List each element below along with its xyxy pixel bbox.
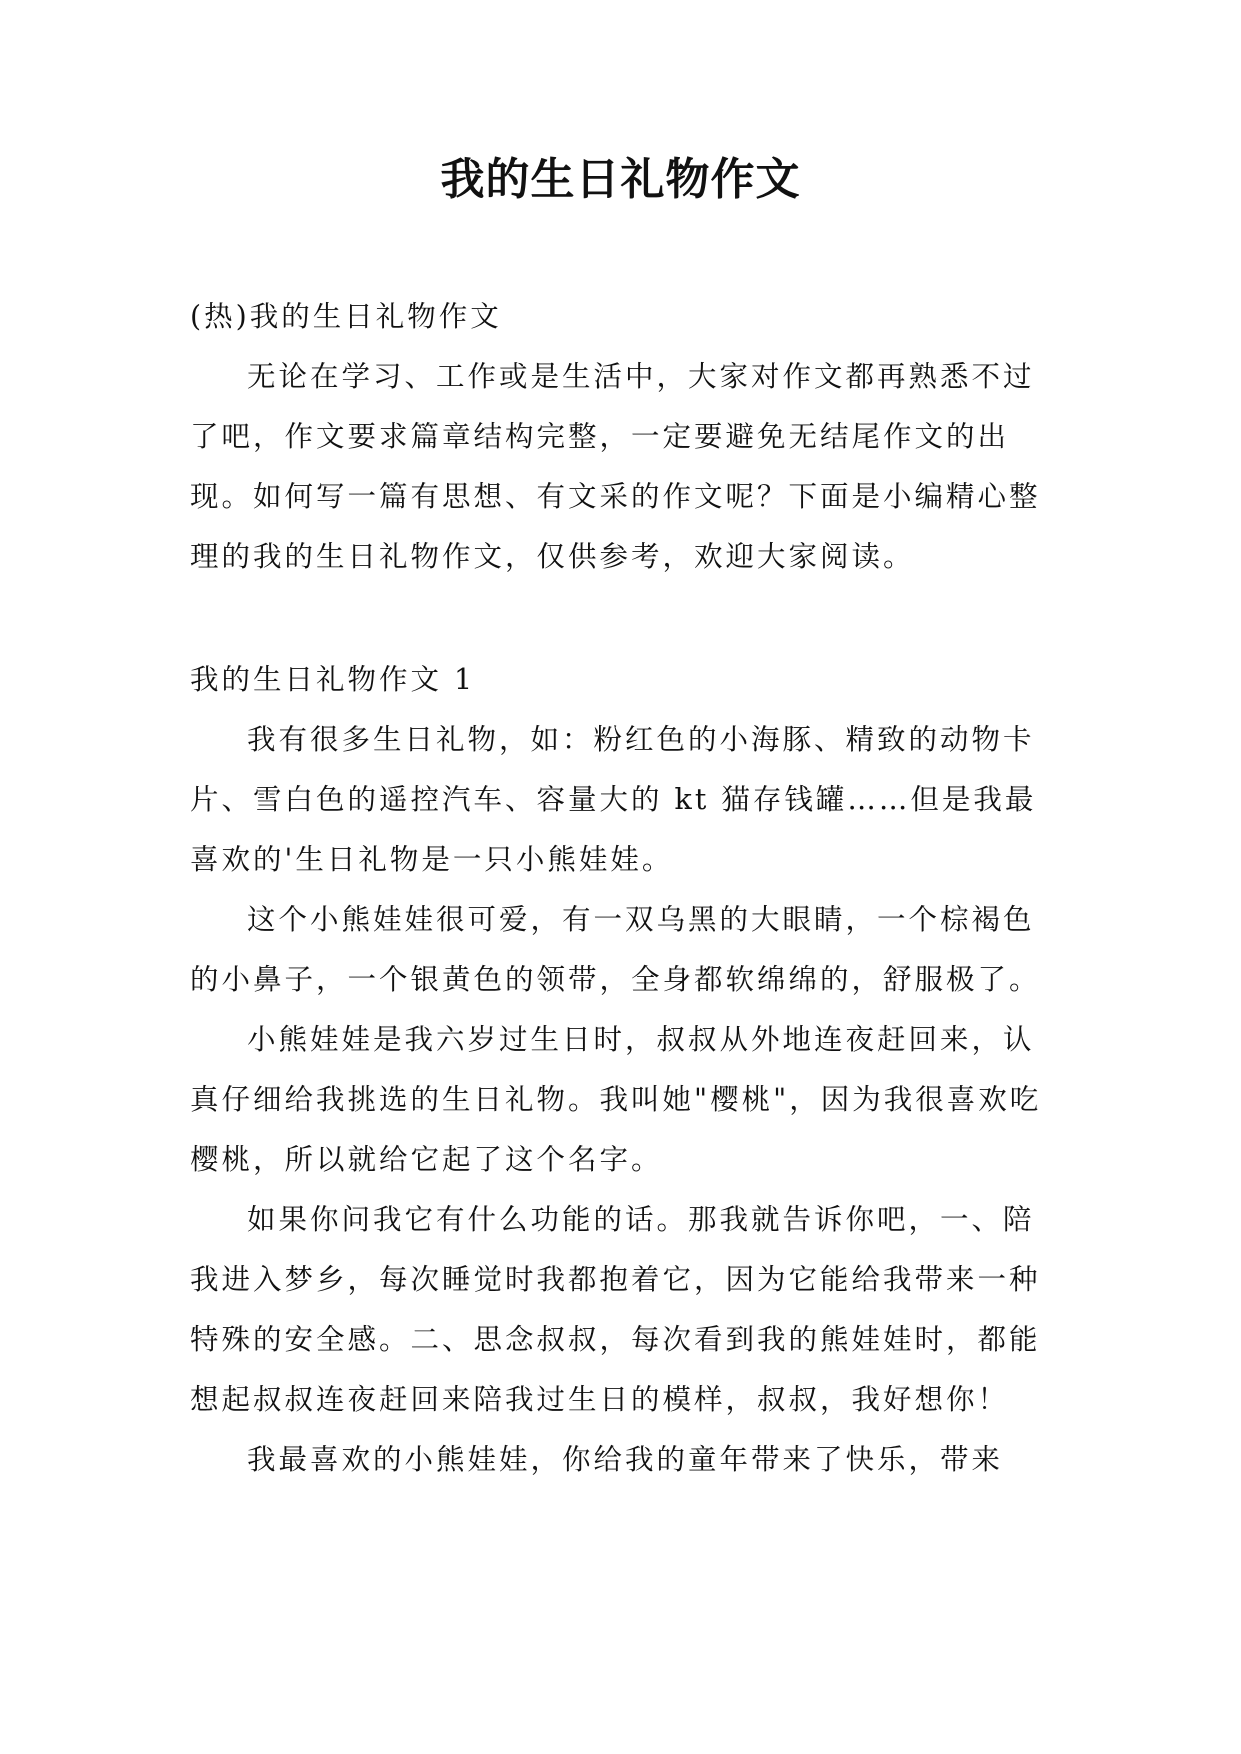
body-paragraph: 我有很多生日礼物，如：粉红色的小海豚、精致的动物卡片、雪白色的遥控汽车、容量大的 kt 猫存钱罐……但是我最喜欢的'生日礼物是一只小熊娃娃。 bbox=[190, 723, 1037, 876]
section-spacer bbox=[190, 587, 1058, 650]
body-paragraph: 这个小熊娃娃很可爱，有一双乌黑的大眼睛，一个棕褐色的小鼻子，一个银黄色的领带，全身都软绵绵的，舒服极了。 bbox=[190, 903, 1041, 996]
body-paragraph: 小熊娃娃是我六岁过生日时，叔叔从外地连夜赶回来，认真仔细给我挑选的生日礼物。我叫她"樱桃"，因为我很喜欢吃樱桃，所以就给它起了这个名字。 bbox=[190, 1023, 1042, 1176]
document-title: 我的生日礼物作文 bbox=[440, 154, 801, 205]
body-paragraph: 我最喜欢的小熊娃娃，你给我的童年带来了快乐，带来 bbox=[247, 1443, 1004, 1476]
intro-heading: (热)我的生日礼物作文 bbox=[190, 300, 502, 333]
intro-paragraph: 无论在学习、工作或是生活中，大家对作文都再熟悉不过了吧，作文要求篇章结构完整，一定要避免无结尾作文的出现。如何写一篇有思想、有文采的作文呢？下面是小编精心整理的我的生日礼物作文，仅供参考，欢迎大家阅读。 bbox=[190, 360, 1041, 573]
body-paragraph: 如果你问我它有什么功能的话。那我就告诉你吧，一、陪我进入梦乡，每次睡觉时我都抱着它，因为它能给我带来一种特殊的安全感。二、思念叔叔，每次看到我的熊娃娃时，都能想起叔叔连夜赶回来陪我过生日的模样，叔叔，我好想你！ bbox=[190, 1203, 1041, 1416]
section-heading: 我的生日礼物作文 1 bbox=[190, 663, 476, 696]
document-body bbox=[190, 287, 1058, 1490]
